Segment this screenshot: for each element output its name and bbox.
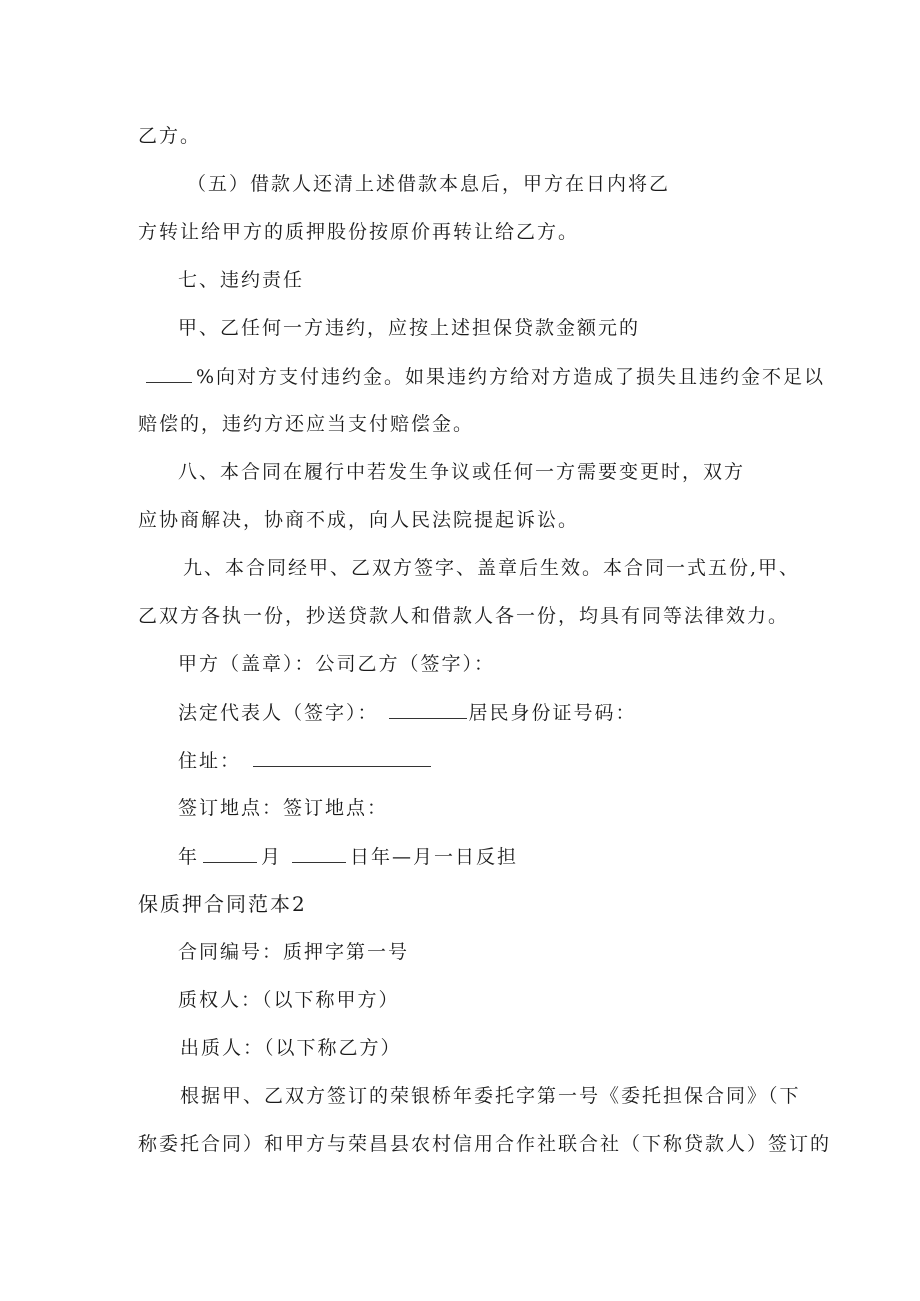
text-segment: 住址： <box>178 750 242 772</box>
paragraph-line: 应协商解决，协商不成，向人民法院提起诉讼。 <box>138 509 580 531</box>
section-heading: 七、违约责任 <box>178 269 305 291</box>
blank-underline <box>146 364 192 383</box>
text-segment: 法定代表人（签字）： <box>178 702 379 724</box>
paragraph-line: 质权人：（以下称甲方） <box>178 989 400 1011</box>
paragraph-line: 方转让给甲方的质押股份按原价再转让给乙方。 <box>138 221 580 243</box>
paragraph-line: 赔偿的，违约方还应当支付赔偿金。 <box>138 413 475 435</box>
address-line <box>178 748 435 773</box>
paragraph-line: 八、本合同在履行中若发生争议或任何一方需要变更时，双方 <box>178 461 746 483</box>
date-line <box>178 844 518 869</box>
paragraph-line: （五）借款人还清上述借款本息后，甲方在日内将乙 <box>187 173 671 195</box>
text-segment: 日年—月一日反担 <box>350 846 519 868</box>
paragraph-line: 九、本合同经甲、乙双方签字、盖章后生效。本合同一式五份,甲、 <box>183 557 801 579</box>
text-segment: 年 <box>178 846 200 868</box>
document-title: 保质押合同范本2 <box>138 892 307 916</box>
paragraph-line: 甲、乙任何一方违约，应按上述担保贷款金额元的 <box>178 317 641 339</box>
paragraph-line: 签订地点：签订地点： <box>178 797 389 819</box>
text-segment: %向对方支付违约金。如果违约方给对方造成了损失且违约金不足以 <box>196 366 826 388</box>
text-segment: 月 <box>261 846 283 868</box>
blank-underline <box>292 844 346 863</box>
paragraph-line: 乙方。 <box>138 125 202 147</box>
blank-underline <box>389 700 467 719</box>
paragraph-line: 合同编号：质押字第一号 <box>178 941 410 963</box>
signature-line: 甲方（盖章）：公司乙方（签字）： <box>178 653 496 675</box>
text-segment: 居民身份证号码： <box>468 702 637 724</box>
paragraph-line: 称委托合同）和甲方与荣昌县农村信用合作社联合社（下称贷款人）签订的 <box>138 1133 832 1155</box>
signature-line <box>178 700 637 725</box>
paragraph-line: 出质人：（以下称乙方） <box>180 1037 402 1059</box>
paragraph-line: 根据甲、乙双方签订的荣银桥年委托字第一号《委托担保合同》（下 <box>180 1085 801 1107</box>
paragraph-line: 乙双方各执一份，抄送贷款人和借款人各一份，均具有同等法律效力。 <box>138 605 790 627</box>
blank-underline <box>203 844 257 863</box>
blank-underline <box>253 748 431 767</box>
paragraph-line <box>146 364 825 389</box>
